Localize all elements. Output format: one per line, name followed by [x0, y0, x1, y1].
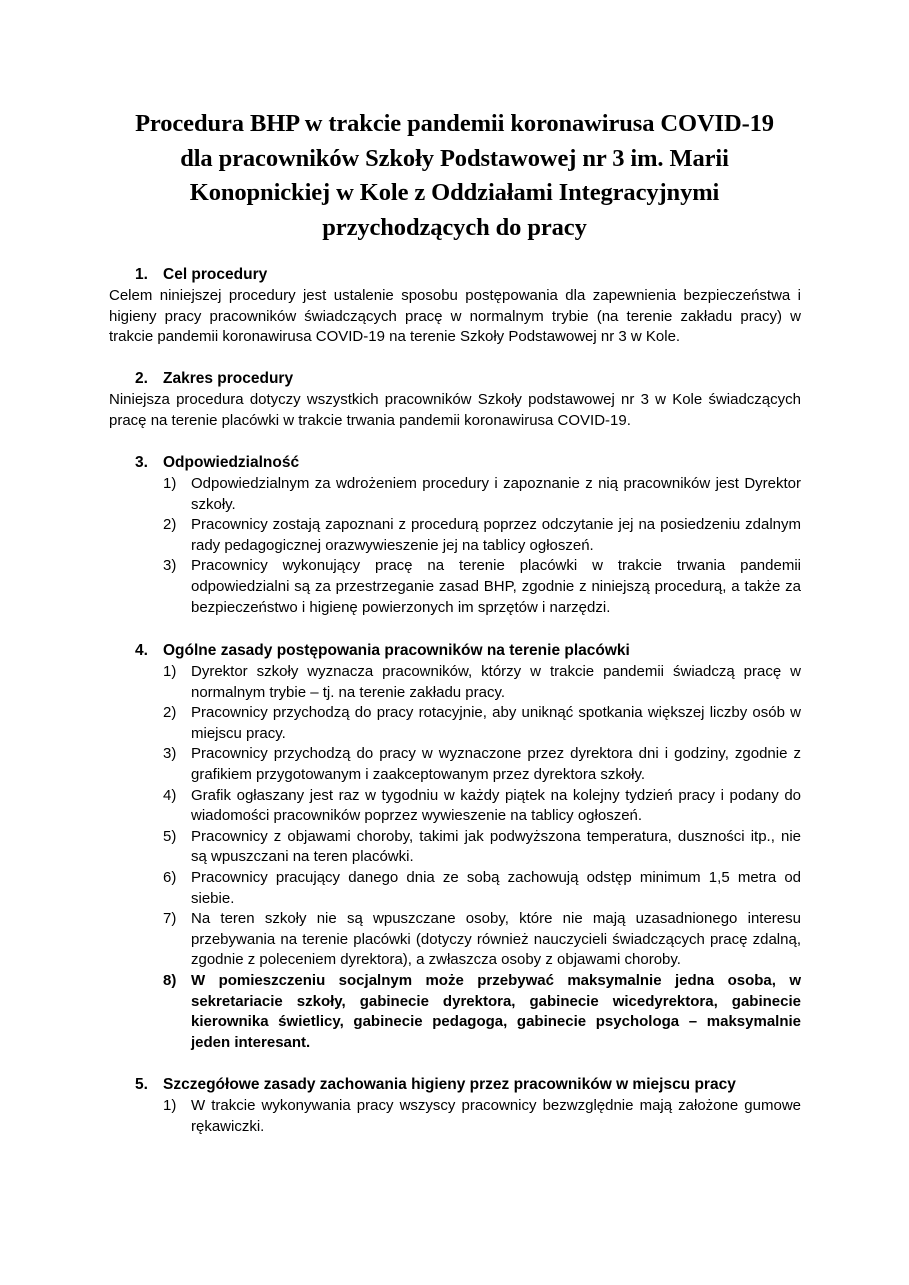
- list-item: [109, 827, 801, 868]
- numbered-list: [109, 662, 801, 1053]
- list-item-text: Pracownicy przychodzą do pracy w wyznaczone przez dyrektora dni i godziny, zgodnie z grafikiem przygotowanym i zaakceptowanym przez dyrektora szkoły.: [191, 745, 801, 783]
- section-heading-label: Ogólne zasady postępowania pracowników na terenie placówki: [163, 642, 630, 659]
- list-item-number: 7): [163, 910, 177, 928]
- list-item-number: 2): [163, 516, 177, 534]
- list-item-text: W pomieszczeniu socjalnym może przebywać maksymalnie jedna osoba, w sekretariacie szkoły, gabinecie dyrektora, gabinecie wicedyrektora, gabinecie kierownika świetlicy, gabinecie pedagoga, gabinecie psychologa – maksymalnie jeden interesant.: [191, 971, 801, 1051]
- section-heading-label: Szczegółowe zasady zachowania higieny przez pracowników w miejscu pracy: [163, 1076, 736, 1093]
- list-item-text: W trakcie wykonywania pracy wszyscy pracownicy bezwzględnie mają założone gumowe rękawiczki.: [191, 1097, 801, 1135]
- section-heading: [109, 1074, 801, 1096]
- section-number: 5.: [135, 1076, 148, 1093]
- section-number: 3.: [135, 454, 148, 471]
- section-number: 2.: [135, 370, 148, 387]
- section-ogolne-zasady: [109, 640, 801, 1053]
- list-item-number: 8): [163, 971, 177, 989]
- title-line: Procedura BHP w trakcie pandemii koronawirusa COVID-19: [135, 110, 774, 137]
- list-item-number: 3): [163, 557, 177, 575]
- section-zakres-procedury: [109, 368, 801, 431]
- list-item-text: Dyrektor szkoły wyznacza pracowników, którzy w trakcie pandemii świadczą pracę w normalnym trybie – tj. na terenie zakładu pracy.: [191, 663, 801, 701]
- list-item-text: Pracownicy zostają zapoznani z procedurą poprzez odczytanie jej na posiedzeniu zdalnym rady pedagogicznej orazwywieszenie jej na tablicy ogłoszeń.: [191, 516, 801, 554]
- list-item: [109, 703, 801, 744]
- list-item: [109, 515, 801, 556]
- list-item-number: 1): [163, 663, 177, 680]
- list-item-emphasized: [109, 971, 801, 1053]
- list-item-text: Odpowiedzialnym za wdrożeniem procedury i zapoznanie z nią pracowników jest Dyrektor szkoły.: [191, 475, 801, 513]
- section-heading-label: Odpowiedzialność: [163, 454, 300, 471]
- section-paragraph: Niniejsza procedura dotyczy wszystkich pracowników Szkoły podstawowej nr 3 w Kole świadczących pracę na terenie placówki w trakcie trwania pandemii koronawirusa COVID-19.: [109, 391, 801, 429]
- list-item-text: Pracownicy pracujący danego dnia ze sobą zachowują odstęp minimum 1,5 metra od siebie.: [191, 868, 801, 907]
- list-item: [109, 868, 801, 909]
- list-item: [109, 909, 801, 971]
- section-szczegolowe-zasady: [109, 1074, 801, 1137]
- list-item: [109, 1096, 801, 1137]
- list-item-number: 1): [163, 1097, 177, 1114]
- list-item-text: Pracownicy wykonujący pracę na terenie placówki w trakcie trwania pandemii odpowiedzialni są za przestrzeganie zasad BHP, zgodnie z niniejszą procedurą, a także za bezpieczeństwo i higienę powierzonych im sprzętów i narzędzi.: [191, 557, 801, 616]
- section-heading: [109, 640, 801, 662]
- list-item-number: 6): [163, 868, 177, 886]
- list-item: [109, 474, 801, 515]
- list-item-number: 4): [163, 786, 177, 804]
- list-item: [109, 662, 801, 703]
- numbered-list: [109, 474, 801, 618]
- list-item-text: Grafik ogłaszany jest raz w tygodniu w każdy piątek na kolejny tydzień pracy i podany do wiadomości pracowników poprzez wywieszenie na tablicy ogłoszeń.: [191, 786, 801, 825]
- title-line: przychodzących do pracy: [322, 213, 587, 241]
- section-heading-label: Cel procedury: [163, 266, 268, 283]
- list-item: [109, 556, 801, 618]
- section-paragraph: Celem niniejszej procedury jest ustalenie sposobu postępowania dla zapewnienia bezpieczeństwa i higieny pracy pracowników świadczących pracę w normalnym trybie (na terenie zakładu pracy) w trakcie pandemii koronawirusa COVID-19 na terenie Szkoły Podstawowej nr 3 w Kole.: [109, 287, 801, 346]
- document-title: [100, 107, 809, 245]
- numbered-list: [109, 1096, 801, 1137]
- list-item-text: Pracownicy przychodzą do pracy rotacyjnie, aby uniknąć spotkania większej liczby osób w miejscu pracy.: [191, 704, 801, 742]
- list-item: [109, 744, 801, 785]
- title-line: dla pracowników Szkoły Podstawowej nr 3 im. Marii: [180, 144, 729, 172]
- section-odpowiedzialnosc: [109, 452, 801, 618]
- list-item-number: 1): [163, 475, 177, 492]
- list-item-text: Pracownicy z objawami choroby, takimi jak podwyższona temperatura, duszności itp., nie są wpuszczani na teren placówki.: [191, 827, 801, 866]
- title-line: Konopnickiej w Kole z Oddziałami Integracyjnymi: [189, 179, 720, 206]
- list-item-text: Na teren szkoły nie są wpuszczane osoby, które nie mają uzasadnionego interesu przebywania na terenie placówki (dotyczy również nauczycieli świadczących pracę zdalną, zgodnie z poleceniem dyrektora), a zwłaszcza osoby z objawami choroby.: [191, 910, 801, 969]
- section-heading: [109, 452, 801, 474]
- list-item-number: 5): [163, 827, 177, 845]
- section-heading: [109, 264, 801, 286]
- list-item-number: 2): [163, 704, 177, 722]
- section-heading-label: Zakres procedury: [163, 370, 294, 387]
- section-number: 4.: [135, 642, 148, 659]
- list-item: [109, 786, 801, 827]
- list-item-number: 3): [163, 745, 177, 763]
- section-cel-procedury: [109, 264, 801, 348]
- section-heading: [109, 368, 801, 390]
- section-number: 1.: [135, 266, 148, 283]
